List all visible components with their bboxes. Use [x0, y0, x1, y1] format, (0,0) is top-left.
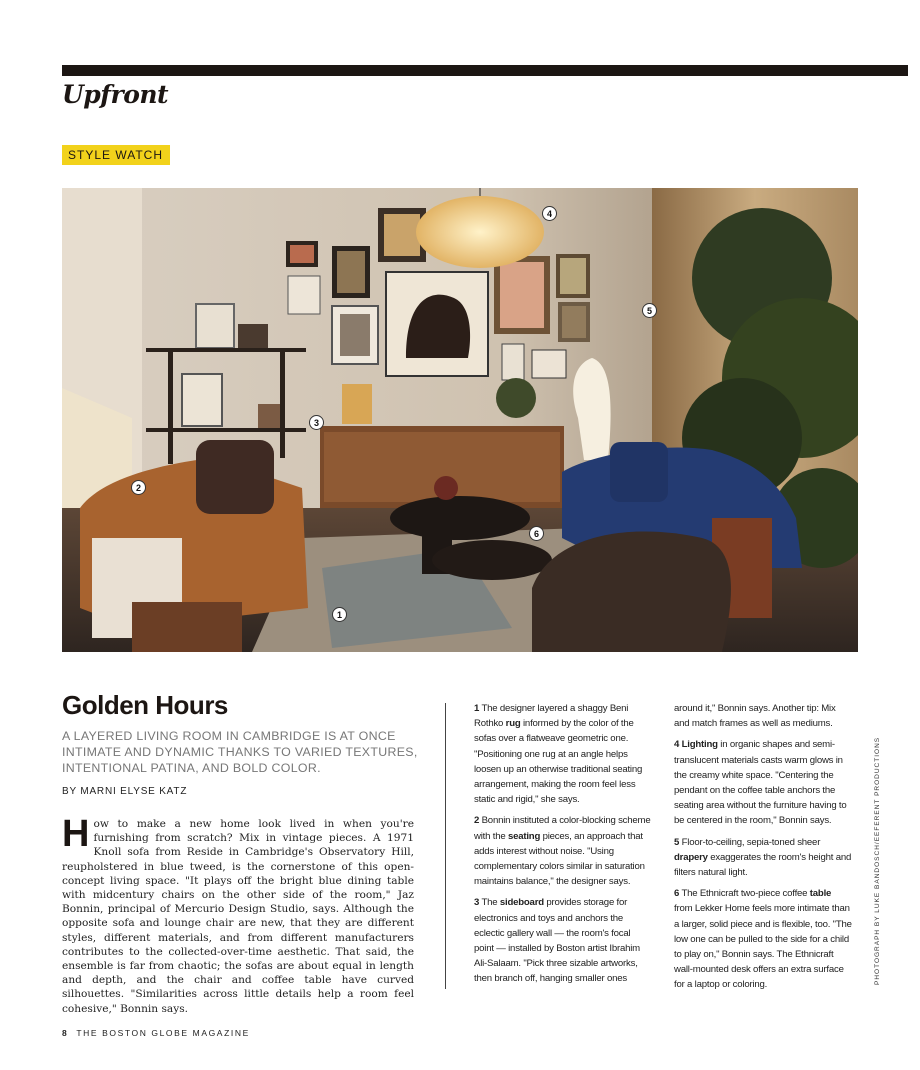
marker-3: 3 [309, 415, 324, 430]
drop-cap: H [62, 813, 90, 855]
headline: Golden Hours [62, 690, 228, 720]
living-room-photo [62, 188, 858, 652]
item-4: 4 Lighting in organic shapes and semi-translucent materials casts warm glows in the creamy white space. "Centering the pendant on the coffee table anchors the seating area without the furniture having to be centered in the room," Bonnin says. [674, 739, 847, 827]
marker-6: 6 [529, 526, 544, 541]
item-6: 6 The Ethnicraft two-piece coffee table from Lekker Home feels more intimate than a larger, solid piece and is flexible, too. "The low one can be pulled to the side for a child to play on," Bonnin says. The Ethnicraft wall-mounted desk offers an extra surface for a laptop or coloring. [674, 888, 852, 991]
marker-4: 4 [542, 206, 557, 221]
publication-name: THE BOSTON GLOBE MAGAZINE [76, 1028, 250, 1038]
item-3: 3 The sideboard provides storage for electronics and toys and anchors the eclectic gallery wall — the room's focal point — installed by Boston artist Ibrahim Ali-Salaam. "Pick three sizable artworks, then branch off, hanging smaller ones [474, 897, 640, 985]
item-5: 5 Floor-to-ceiling, sepia-toned sheer drapery exaggerates the room's height and filters natural light. [674, 836, 852, 879]
page-number: 8 [62, 1028, 69, 1038]
marker-5: 5 [642, 303, 657, 318]
item-column-2 [674, 701, 852, 999]
item-2: 2 Bonnin instituted a color-blocking scheme with the seating pieces, an approach that adds interest without noise. "Using complementary colors similar in saturation maintains balance," the designer says. [474, 815, 651, 888]
dek: A LAYERED LIVING ROOM IN CAMBRIDGE IS AT ONCE INTIMATE AND DYNAMIC THANKS TO VARIED TEXTURES, INTENTIONAL PATINA, AND BOLD COLOR. [62, 729, 418, 775]
photo-credit: PHOTOGRAPH BY LUKE BANDOSCH/EEFERENT PRODUCTIONS [874, 736, 881, 985]
item-3-continued: around it," Bonnin says. Another tip: Mix and match frames as well as mediums. [674, 703, 836, 730]
style-watch-tag: STYLE WATCH [62, 145, 170, 165]
byline: BY MARNI ELYSE KATZ [62, 786, 188, 797]
page-footer [62, 1028, 250, 1038]
item-1: 1 The designer layered a shaggy Beni Rothko rug informed by the color of the sofas over a flatweave geometric one. "Positioning one rug at an angle helps loosen up an otherwise traditional seating arrangement, making the room feel less static and rigid," she says. [474, 703, 643, 806]
column-divider [445, 703, 446, 989]
article-body [62, 813, 414, 1016]
marker-1: 1 [332, 607, 347, 622]
body-text: ow to make a new home look lived in when you're furnishing from scratch? Mix in vintage pieces. A 1971 Knoll sofa from Reside in Cambridge's Observatory Hill, reupholstered in blue tweed, is the cornerstone of this open-concept living space. "It plays off the bright blue dining table with midcentury chairs on the other side of the room," Jaz Bonnin, principal of Mercurio Design Studio, says. Although the opposite sofa and lounge chair are new, that they are different styles, different materials, and from different manufacturers contributes to the collected-over-time aesthetic. That said, the ensemble is far from chaotic; the sofas are about equal in length and depth, and the chair and coffee table have curved silhouettes. "Similarities across little details help a room feel cohesive," Bonnin says. [62, 818, 414, 1015]
section-title: Upfront [62, 80, 169, 109]
top-rule [62, 65, 908, 76]
item-column-1 [474, 701, 652, 993]
marker-2: 2 [131, 480, 146, 495]
